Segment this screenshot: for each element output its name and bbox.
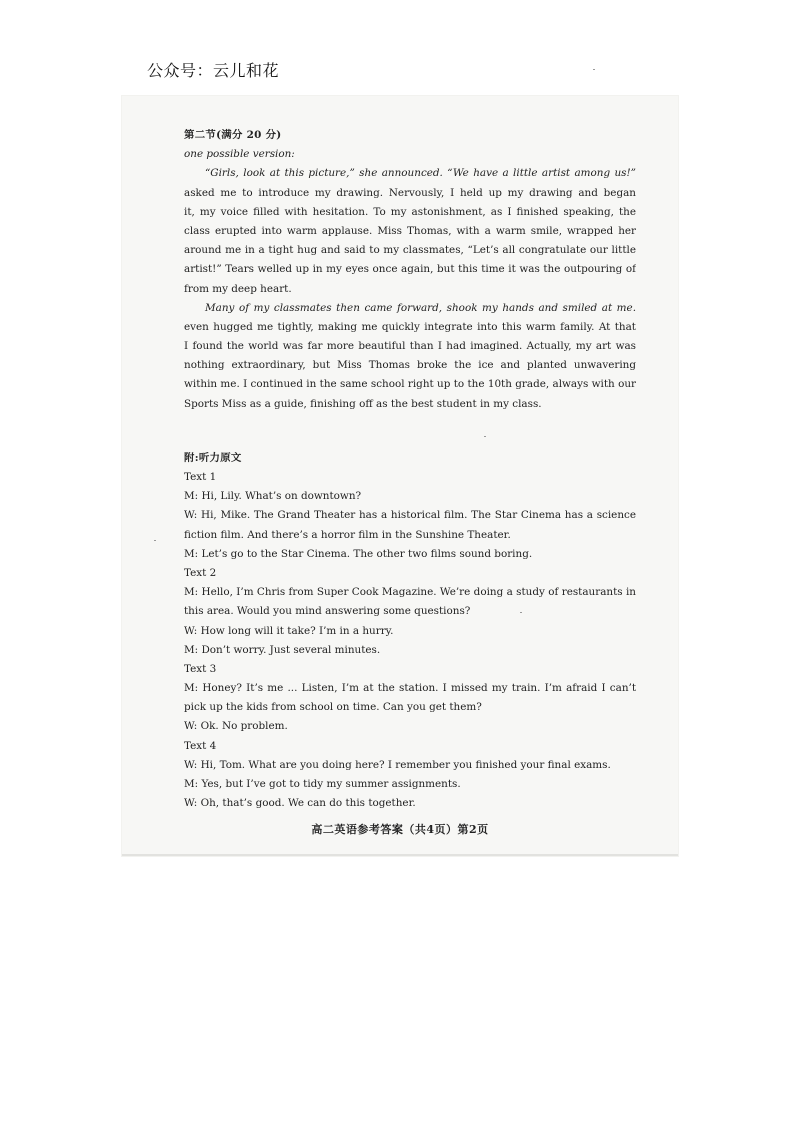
dialogue-line: W: Oh, that’s good. We can do this together. bbox=[184, 797, 416, 810]
dialogue-line: M: Hello, I’m Chris from Super Cook Magazine. We’re doing a study of restaurants in bbox=[184, 586, 636, 599]
scan-speck bbox=[593, 69, 595, 70]
version-label: one possible version: bbox=[184, 148, 295, 161]
paragraph-line: artist!” Tears welled up in my eyes once again, but this time it was the outpouring of bbox=[184, 263, 636, 276]
transcript-text-4 bbox=[184, 737, 636, 814]
transcript-text-2 bbox=[184, 564, 636, 660]
dialogue-line: W: Ok. No problem. bbox=[184, 720, 288, 733]
appendix-title: 附:听力原文 bbox=[184, 451, 242, 464]
scanned-page bbox=[122, 96, 678, 856]
dialogue-line: M: Honey? It’s me ... Listen, I’m at the station. I missed my train. I’m afraid I can’t bbox=[184, 682, 636, 695]
paragraph-line: nothing extraordinary, but Miss Thomas broke the ice and planted unwavering bbox=[184, 359, 636, 372]
paragraph-line: Sports Miss as a guide, finishing off as the best student in my class. bbox=[184, 397, 542, 410]
dialogue-line: W: Hi, Tom. What are you doing here? I remember you finished your final exams. bbox=[184, 758, 611, 771]
paragraph-line: from my deep heart. bbox=[184, 282, 292, 295]
transcript-text-1 bbox=[184, 468, 636, 564]
paragraph-1 bbox=[184, 164, 636, 298]
dialogue-line: M: Yes, but I’ve got to tidy my summer assignments. bbox=[184, 778, 461, 790]
paragraph-line bbox=[184, 164, 636, 183]
dialogue-line: M: Hi, Lily. What’s on downtown? bbox=[184, 490, 362, 503]
paragraph-line: it, my voice filled with hesitation. To my astonishment, as I finished speaking, the bbox=[184, 205, 636, 218]
quoted-speech: “Girls, look at this picture,” she announced. “We have a little artist among us!” bbox=[205, 167, 636, 180]
transcript-text-3 bbox=[184, 660, 636, 737]
page-footer: 高二英语参考答案（共4页）第2页 bbox=[311, 823, 489, 836]
spacer bbox=[184, 414, 636, 449]
dialogue-line: W: How long will it take? I’m in a hurry. bbox=[184, 624, 394, 637]
paragraph-line: within me. I continued in the same school right up to the 10th grade, always with our bbox=[184, 378, 636, 391]
section-title: 第二节(满分 20 分) bbox=[184, 129, 282, 141]
paragraph-line: even hugged me tightly, making me quickly integrate into this warm family. At that bbox=[184, 320, 636, 333]
transcript-label: Text 3 bbox=[184, 662, 217, 675]
watermark-text: 公众号：云儿和花 bbox=[147, 61, 280, 80]
paragraph-line bbox=[184, 299, 636, 318]
paragraph-line: class erupted into warm applause. Miss Thomas, with a warm smile, wrapped her bbox=[184, 224, 636, 237]
transcript-label: Text 4 bbox=[184, 739, 217, 752]
paragraph-2 bbox=[184, 299, 636, 414]
dialogue-line: W: Hi, Mike. The Grand Theater has a historical film. The Star Cinema has a science bbox=[184, 509, 636, 522]
given-sentence: Many of my classmates then came forward, shook my hands and smiled at me. bbox=[205, 301, 636, 314]
dialogue-line: this area. Would you mind answering some questions? bbox=[184, 605, 471, 618]
paragraph-line: around me in a tight hug and said to my classmates, “Let’s all congratulate our little bbox=[184, 244, 636, 257]
transcript-label: Text 1 bbox=[184, 471, 217, 483]
dialogue-line: pick up the kids from school on time. Can you get them? bbox=[184, 701, 482, 714]
paragraph-line: asked me to introduce my drawing. Nervously, I held up my drawing and began bbox=[184, 186, 636, 199]
paragraph-line: I found the world was far more beautiful than I had imagined. Actually, my art was bbox=[184, 340, 636, 353]
transcript-label: Text 2 bbox=[184, 566, 217, 579]
page-content bbox=[184, 126, 636, 813]
dialogue-line: M: Let’s go to the Star Cinema. The other two films sound boring. bbox=[184, 547, 533, 560]
dialogue-line: M: Don’t worry. Just several minutes. bbox=[184, 643, 381, 656]
scan-speck bbox=[154, 540, 156, 541]
dialogue-line: fiction film. And there’s a horror film in the Sunshine Theater. bbox=[184, 528, 511, 541]
